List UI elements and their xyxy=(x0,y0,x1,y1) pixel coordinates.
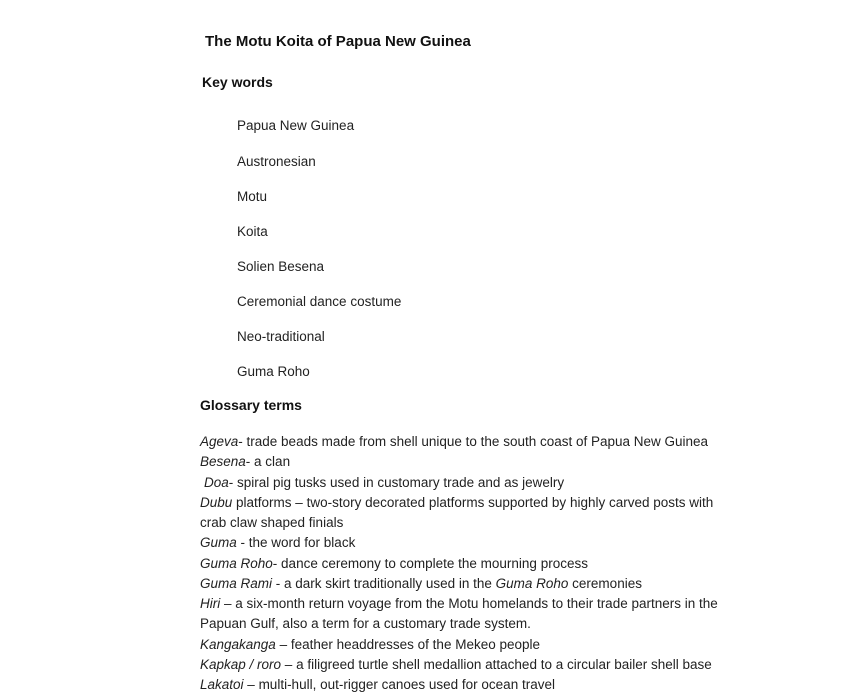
keywords-heading: Key words xyxy=(202,74,273,90)
glossary-separator: - xyxy=(272,576,285,591)
glossary-term: Lakatoi xyxy=(200,677,244,692)
glossary-entry xyxy=(200,434,708,449)
glossary-separator: – xyxy=(220,596,236,611)
glossary-definition: two-story decorated platforms supported by highly carved posts with xyxy=(306,495,714,510)
glossary-definition: a clan xyxy=(254,454,291,469)
glossary-separator: – xyxy=(243,677,259,692)
glossary-term: Hiri xyxy=(200,596,221,611)
glossary-separator: platforms – xyxy=(232,495,307,510)
glossary-term-inline: Guma Roho xyxy=(495,576,569,591)
glossary-term: Doa xyxy=(204,475,229,490)
glossary-entry-continued xyxy=(200,515,343,530)
glossary-heading: Glossary terms xyxy=(200,397,302,413)
glossary-entry xyxy=(200,576,642,591)
glossary-term: Kapkap / roro xyxy=(200,657,282,672)
glossary-term: Guma xyxy=(200,535,237,550)
glossary-definition: Papuan Gulf, also a term for a customary trade system. xyxy=(200,616,531,631)
glossary-separator: - xyxy=(228,475,238,490)
glossary-definition: a dark skirt traditionally used in the xyxy=(284,576,496,591)
glossary-separator: - xyxy=(272,556,282,571)
glossary-definition: dance ceremony to complete the mourning process xyxy=(281,556,588,571)
keyword-item: Ceremonial dance costume xyxy=(237,294,402,309)
document-title: The Motu Koita of Papua New Guinea xyxy=(205,33,471,50)
glossary-definition: trade beads made from shell unique to the south coast of Papua New Guinea xyxy=(246,434,709,449)
keyword-item: Austronesian xyxy=(237,154,316,169)
glossary-definition: a filigreed turtle shell medallion attached to a circular bailer shell base xyxy=(296,657,712,672)
glossary-definition: the word for black xyxy=(248,535,356,550)
glossary-separator: - xyxy=(238,434,247,449)
glossary-term: Dubu xyxy=(200,495,233,510)
glossary-separator: - xyxy=(236,535,249,550)
glossary-definition: crab claw shaped finials xyxy=(200,515,344,530)
keyword-item: Neo-traditional xyxy=(237,329,325,344)
glossary-term: Besena xyxy=(200,454,246,469)
glossary-definition: feather headdresses of the Mekeo people xyxy=(290,637,541,652)
glossary-term: Guma Roho xyxy=(200,556,273,571)
glossary-definition: a six-month return voyage from the Motu homelands to their trade partners in the xyxy=(235,596,718,611)
glossary-entry xyxy=(204,475,564,490)
glossary-separator: – xyxy=(275,637,291,652)
glossary-entry xyxy=(200,677,555,692)
keyword-item: Guma Roho xyxy=(237,364,310,379)
glossary-definition: multi-hull, out-rigger canoes used for ocean travel xyxy=(258,677,555,692)
keyword-item: Papua New Guinea xyxy=(237,118,355,133)
glossary-separator: - xyxy=(245,454,255,469)
glossary-term: Ageva xyxy=(200,434,239,449)
glossary-definition-tail: ceremonies xyxy=(568,576,642,591)
glossary-term: Kangakanga xyxy=(200,637,276,652)
glossary-term: Guma Rami xyxy=(200,576,273,591)
glossary-entry xyxy=(200,556,588,571)
keyword-item: Motu xyxy=(237,189,268,204)
keyword-item: Solien Besena xyxy=(237,259,325,274)
glossary-entry xyxy=(200,454,290,469)
glossary-entry xyxy=(200,657,712,672)
glossary-entry xyxy=(200,596,718,611)
glossary-entry-continued xyxy=(200,616,531,631)
glossary-entry xyxy=(200,535,355,550)
glossary-entry xyxy=(200,495,713,510)
keyword-item: Koita xyxy=(237,224,268,239)
glossary-definition: spiral pig tusks used in customary trade and as jewelry xyxy=(237,475,565,490)
glossary-separator: – xyxy=(281,657,297,672)
glossary-entry xyxy=(200,637,540,652)
